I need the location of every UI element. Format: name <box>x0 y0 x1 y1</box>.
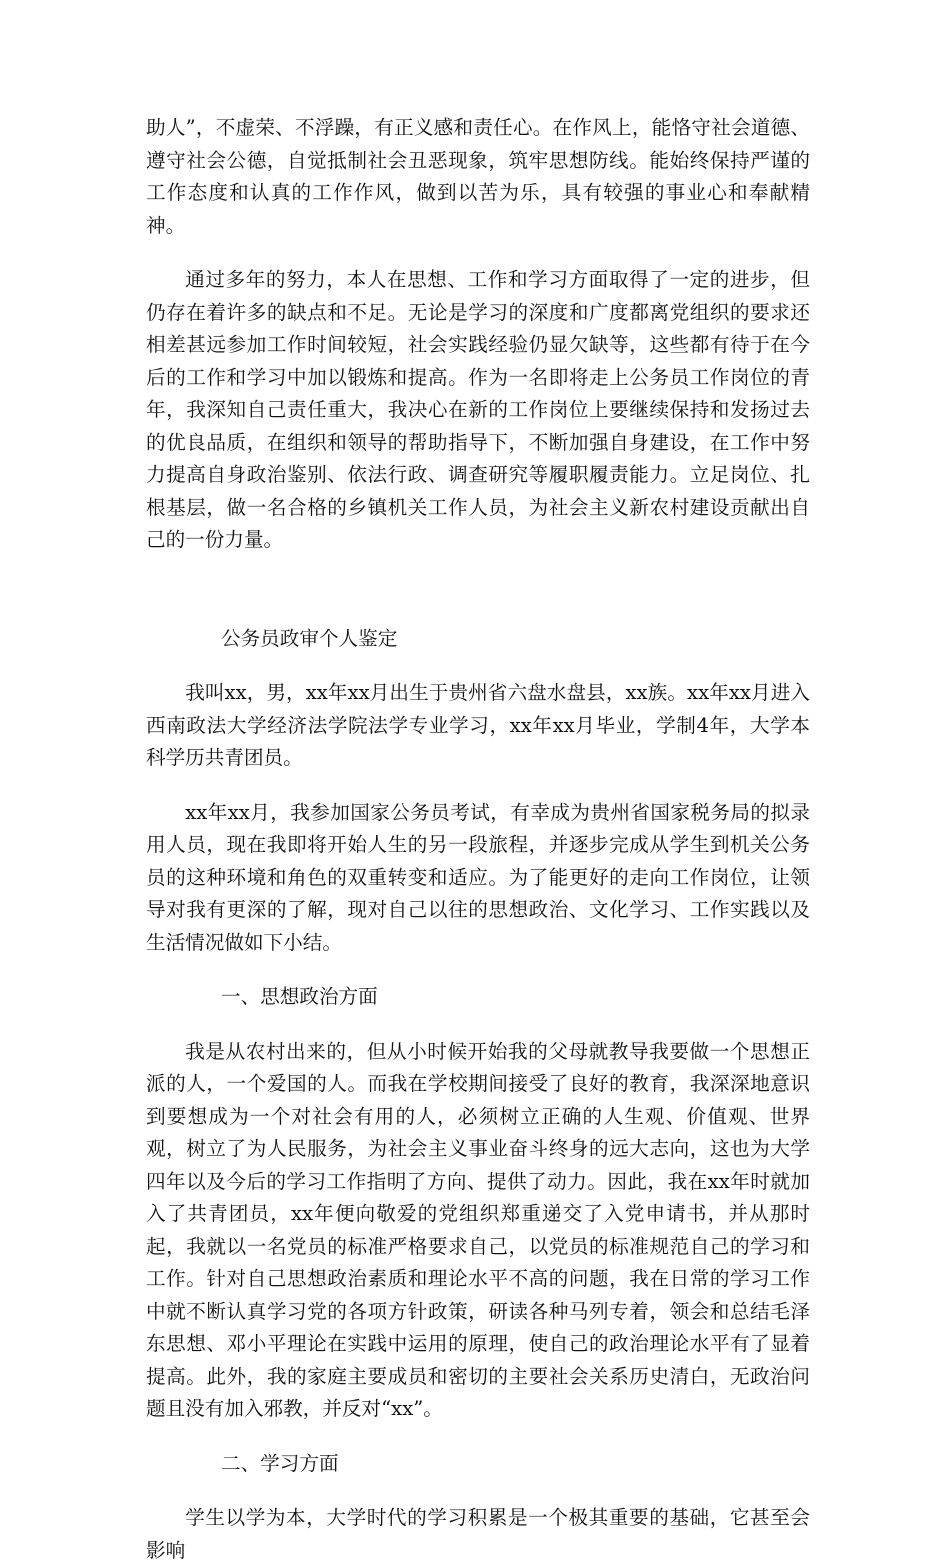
paragraph-exam: xx年xx月，我参加国家公务员考试，有幸成为贵州省国家税务局的拟录用人员，现在我即将开始人生的另一段旅程，并逐步完成从学生到机关公务员的这种环境和角色的双重转变和适应。为了能更好的走向工作岗位，让领导对我有更深的了解，现对自己以往的思想政治、文化学习、工作实践以及生活情况做如下小结。 <box>146 800 810 954</box>
document-title: 公务员政审个人鉴定 <box>221 626 398 650</box>
document-page <box>146 112 810 1567</box>
paragraph-intro: 我叫xx，男，xx年xx月出生于贵州省六盘水盘县，xx族。xx年xx月进入西南政法大学经济法学院法学专业学习，xx年xx月毕业，学制4年，大学本科学历共青团员。 <box>146 681 810 769</box>
paragraph-politics: 我是从农村出来的，但从小时候开始我的父母就教导我要做一个思想正派的人，一个爱国的人。而我在学校期间接受了良好的教育，我深深地意识到要想成为一个对社会有用的人，必须树立正确的人生观、价值观、世界观，树立了为人民服务，为社会主义事业奋斗终身的远大志向，这也为大学四年以及今后的学习工作指明了方向、提供了动力。因此，我在xx年时就加入了共青团员，xx年便向敬爱的党组织郑重递交了入党申请书，并从那时起，我就以一名党员的标准严格要求自己，以党员的标准规范自己的学习和工作。针对自己思想政治素质和理论水平不高的问题，我在日常的学习工作中就不断认真学习党的各项方针政策，研读各种马列专着，领会和总结毛泽东思想、邓小平理论在实践中运用的原理，使自己的政治理论水平有了显着提高。此外，我的家庭主要成员和密切的主要社会关系历史清白，无政治问题且没有加入邪教，并反对“xx”。 <box>146 1039 810 1420</box>
section-heading-politics: 一、思想政治方面 <box>221 985 378 1008</box>
paragraph-conduct: 助人”，不虚荣、不浮躁，有正义感和责任心。在作风上，能恪守社会道德、遵守社会公德，自觉抵制社会丑恶现象，筑牢思想防线。能始终保持严谨的工作态度和认真的工作作风，做到以苦为乐，具有较强的事业心和奉献精神。 <box>146 116 810 237</box>
section-heading-study: 二、学习方面 <box>221 1451 339 1475</box>
paragraph-study: 学生以学为本，大学时代的学习积累是一个极其重要的基础，它甚至会影响 <box>146 1506 810 1562</box>
paragraph-summary: 通过多年的努力，本人在思想、工作和学习方面取得了一定的进步，但仍存在着许多的缺点和不足。无论是学习的深度和广度都离党组织的要求还相差甚远参加工作时间较短，社会实践经验仍显欠缺等，这些都有待于在今后的工作和学习中加以锻炼和提高。作为一名即将走上公务员工作岗位的青年，我深知自己责任重大，我决心在新的工作岗位上要继续保持和发扬过去的优良品质，在组织和领导的帮助指导下，不断加强自身建设，在工作中努力提高自身政治鉴别、依法行政、调查研究等履职履责能力。立足岗位、扎根基层，做一名合格的乡镇机关工作人员，为社会主义新农村建设贡献出自己的一份力量。 <box>146 268 810 551</box>
